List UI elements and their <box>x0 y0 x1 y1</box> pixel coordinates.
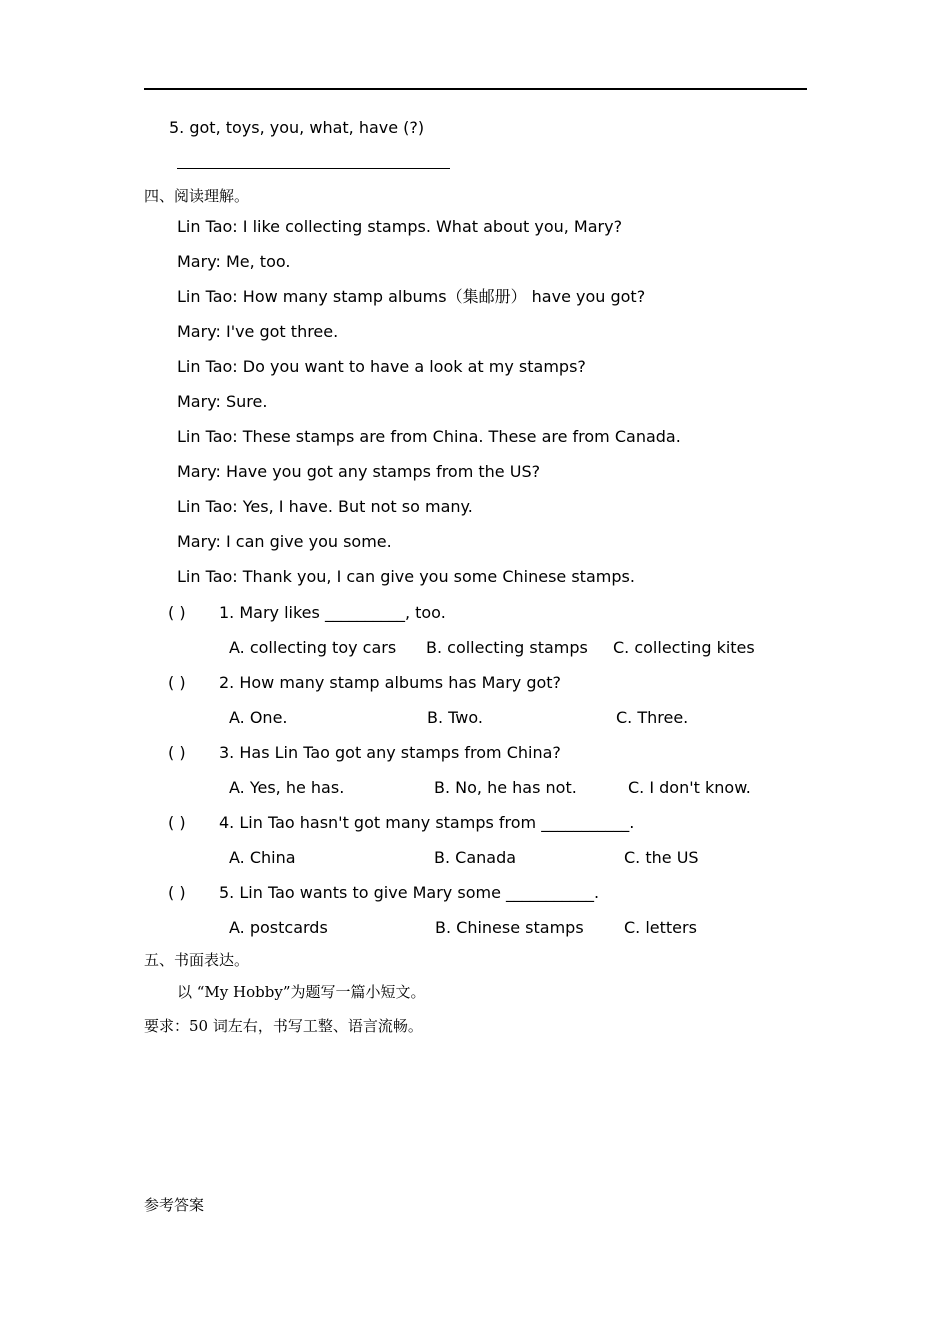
answer-bracket-1: ( ) <box>168 603 186 622</box>
question-2-option-b: B. Two. <box>427 708 483 727</box>
question-3-option-a: A. Yes, he has. <box>229 778 345 797</box>
question-5-option-a: A. postcards <box>229 918 328 937</box>
section5-requirement: 要求：50 词左右，书写工整、语言流畅。 <box>144 1017 423 1035</box>
question-1-option-c: C. collecting kites <box>613 638 755 657</box>
dialogue-line-6: Mary: Sure. <box>177 392 268 411</box>
dialogue-line-11: Lin Tao: Thank you, I can give you some Chinese stamps. <box>177 567 635 586</box>
dialogue-line-10: Mary: I can give you some. <box>177 532 392 551</box>
question-5-text: 5. Lin Tao wants to give Mary some ___________. <box>219 883 600 902</box>
question-3-option-c: C. I don't know. <box>628 778 751 797</box>
dialogue-line-3: Lin Tao: How many stamp albums（集邮册） have you got? <box>177 287 646 306</box>
question-4-option-a: A. China <box>229 848 296 867</box>
task5-answer-line <box>177 168 450 169</box>
section4-title: 四、阅读理解。 <box>144 187 250 205</box>
question-4-option-c: C. the US <box>624 848 699 867</box>
dialogue-line-5: Lin Tao: Do you want to have a look at my stamps? <box>177 357 586 376</box>
question-5-option-b: B. Chinese stamps <box>435 918 584 937</box>
task5-text: 5. got, toys, you, what, have (?) <box>169 118 425 137</box>
header-rule <box>144 88 807 90</box>
dialogue-line-8: Mary: Have you got any stamps from the US? <box>177 462 541 481</box>
answer-bracket-4: ( ) <box>168 813 186 832</box>
dialogue-line-2: Mary: Me, too. <box>177 252 291 271</box>
question-2-text: 2. How many stamp albums has Mary got? <box>219 673 562 692</box>
question-3-option-b: B. No, he has not. <box>434 778 577 797</box>
answer-bracket-5: ( ) <box>168 883 186 902</box>
question-4-text: 4. Lin Tao hasn't got many stamps from ___________. <box>219 813 635 832</box>
dialogue-line-4: Mary: I've got three. <box>177 322 339 341</box>
question-2-option-a: A. One. <box>229 708 288 727</box>
question-3-text: 3. Has Lin Tao got any stamps from China? <box>219 743 561 762</box>
dialogue-line-9: Lin Tao: Yes, I have. But not so many. <box>177 497 473 516</box>
dialogue-line-1: Lin Tao: I like collecting stamps. What about you, Mary? <box>177 217 623 236</box>
question-1-option-a: A. collecting toy cars <box>229 638 397 657</box>
answers-title: 参考答案 <box>144 1196 205 1214</box>
question-4-option-b: B. Canada <box>434 848 517 867</box>
dialogue-line-7: Lin Tao: These stamps are from China. These are from Canada. <box>177 427 681 446</box>
question-1-option-b: B. collecting stamps <box>426 638 588 657</box>
question-2-option-c: C. Three. <box>616 708 689 727</box>
question-1-text: 1. Mary likes __________, too. <box>219 603 446 622</box>
question-5-option-c: C. letters <box>624 918 697 937</box>
answer-bracket-3: ( ) <box>168 743 186 762</box>
section5-title: 五、书面表达。 <box>144 951 250 969</box>
section5-prompt: 以 “My Hobby”为题写一篇小短文。 <box>177 983 426 1001</box>
answer-bracket-2: ( ) <box>168 673 186 692</box>
